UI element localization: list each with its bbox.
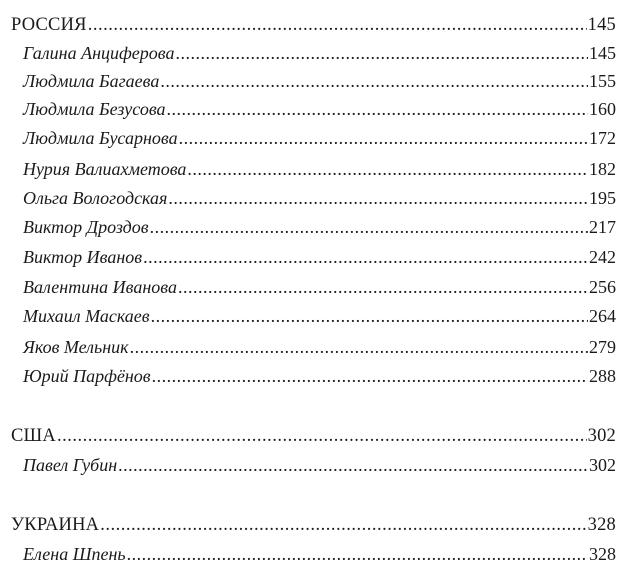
toc-entry	[23, 187, 616, 209]
toc-entry	[23, 70, 616, 92]
dot-leader	[178, 276, 588, 298]
section-title: УКРАИНА	[11, 515, 100, 535]
dot-leader	[175, 42, 588, 64]
page-number: 302	[589, 455, 616, 475]
dot-leader	[152, 365, 588, 387]
toc-entry	[23, 454, 616, 476]
author-name: Яков Мельник	[23, 337, 129, 357]
dot-leader	[179, 127, 588, 149]
author-name: Валентина Иванова	[23, 277, 177, 297]
dot-leader	[187, 158, 588, 180]
author-name: Людмила Багаева	[23, 71, 160, 91]
dot-leader	[118, 454, 588, 476]
dot-leader	[127, 543, 588, 565]
author-name: Людмила Безусова	[23, 99, 166, 119]
dot-leader	[160, 70, 588, 92]
page-number: 264	[589, 306, 616, 326]
page-number: 195	[589, 188, 616, 208]
toc-entry	[23, 216, 616, 238]
dot-leader	[167, 98, 588, 120]
toc-entry	[23, 336, 616, 358]
page-number: 302	[587, 426, 616, 446]
toc-section-ukraine	[11, 514, 616, 536]
dot-leader	[143, 246, 588, 268]
author-name: Виктор Иванов	[23, 247, 143, 267]
toc-section-usa	[11, 425, 616, 447]
author-name: Виктор Дроздов	[23, 217, 149, 237]
toc-entry	[23, 42, 616, 64]
page-number: 182	[589, 159, 616, 179]
page-number: 256	[589, 277, 616, 297]
toc-entry	[23, 305, 616, 327]
toc-entry	[23, 158, 616, 180]
author-name: Михаил Маскаев	[23, 306, 150, 326]
page-number: 160	[589, 99, 616, 119]
dot-leader	[88, 14, 587, 36]
page-number: 155	[589, 71, 616, 91]
toc-entry	[23, 365, 616, 387]
section-title: США	[11, 426, 56, 446]
toc-entry	[23, 98, 616, 120]
toc-entry	[23, 246, 616, 268]
author-name: Елена Шпень	[23, 544, 126, 564]
page-number: 288	[589, 366, 616, 386]
page-number: 328	[587, 515, 616, 535]
dot-leader	[151, 305, 588, 327]
author-name: Юрий Парфёнов	[23, 366, 151, 386]
toc-entry	[23, 543, 616, 565]
author-name: Галина Анциферова	[23, 43, 175, 63]
dot-leader	[150, 216, 588, 238]
page-number: 328	[589, 544, 616, 564]
author-name: Нурия Валиахметова	[23, 159, 187, 179]
section-title: РОССИЯ	[11, 15, 87, 35]
page-number: 172	[589, 128, 616, 148]
toc-entry	[23, 276, 616, 298]
author-name: Павел Губин	[23, 455, 118, 475]
toc-entry	[23, 127, 616, 149]
page-number: 145	[587, 15, 616, 35]
dot-leader	[100, 514, 586, 536]
page-number: 217	[589, 217, 616, 237]
dot-leader	[168, 187, 588, 209]
author-name: Ольга Вологодская	[23, 188, 168, 208]
dot-leader	[57, 425, 587, 447]
page-number: 145	[589, 43, 616, 63]
page-number: 279	[589, 337, 616, 357]
page-number: 242	[589, 247, 616, 267]
dot-leader	[130, 336, 588, 358]
author-name: Людмила Бусарнова	[23, 128, 178, 148]
toc-section-russia	[11, 14, 616, 36]
